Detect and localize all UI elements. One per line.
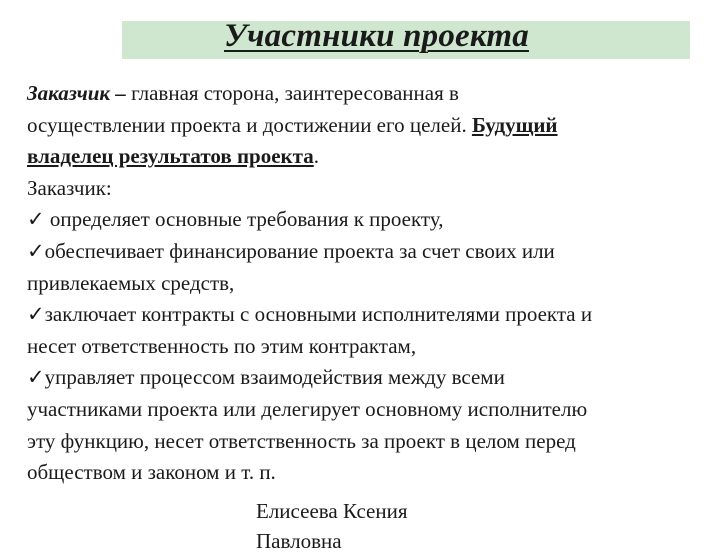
list-item [27, 204, 707, 236]
checkmark-icon: ✓ [27, 238, 45, 263]
list-item-text: обеспечивает финансирование проекта за счет своих или [44, 238, 555, 263]
slide-body [27, 78, 707, 489]
slide-title: Участники проекта [224, 18, 529, 54]
author-name [256, 496, 496, 556]
definition-line-3 [27, 141, 707, 173]
list-item [27, 236, 707, 268]
list-item [27, 299, 707, 331]
definition-emphasis-end: . [313, 144, 319, 169]
list-item-text: определяет основные требования к проекту, [44, 207, 444, 232]
subheading: Заказчик: [27, 175, 112, 200]
list-item-continuation: несет ответственность по этим контрактам, [27, 333, 417, 358]
definition-emphasis-1: Будущий [471, 112, 558, 137]
list-item-text: управляет процессом взаимодействия между всеми [44, 365, 505, 390]
definition-line-1 [27, 78, 707, 110]
checkmark-icon: ✓ [27, 302, 45, 327]
list-item-continuation: обществом и законом и т. п. [27, 460, 276, 485]
list-item-continuation: привлекаемых средств, [27, 270, 235, 295]
list-item-continuation: участниками проекта или делегирует основному исполнителю [27, 396, 588, 421]
definition-term: Заказчик [27, 81, 111, 105]
list-item-text: заключает контракты с основными исполнителями проекта и [44, 302, 593, 327]
definition-text-2: осуществлении проекта и достижении его целей. [27, 112, 472, 137]
definition-emphasis-2: владелец результатов проекта [27, 144, 314, 169]
author-line-1: Елисеева Ксения [256, 499, 408, 523]
list-item-continuation: эту функцию, несет ответственность за проект в целом перед [27, 428, 576, 453]
checkmark-icon: ✓ [27, 365, 45, 390]
definition-text-1: главная сторона, заинтересованная в [131, 81, 459, 105]
definition-line-2 [27, 110, 707, 142]
checkmark-icon: ✓ [27, 207, 45, 232]
author-line-2: Павловна [256, 529, 342, 553]
definition-dash: – [110, 81, 132, 105]
list-item [27, 362, 707, 394]
